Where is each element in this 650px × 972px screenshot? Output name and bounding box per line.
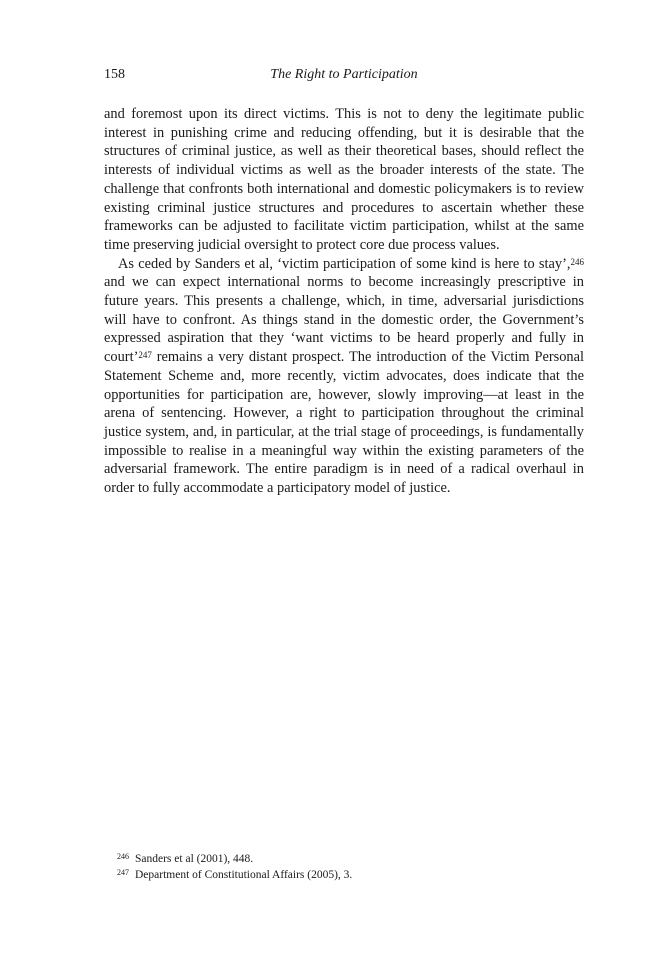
paragraph-1: and foremost upon its direct victims. This is not to deny the legitimate public interest in punishing crime and reducing offending, but it is desirable that the structures of criminal justice, as well as their theoretical bases, should reflect the interests of individual victims as well as the broader interests of the state. The challenge that confronts both international and domestic policymakers is to review existing criminal justice structures and procedures to ascertain whether these frameworks can be adjusted to facilitate victim participation, whilst at the same time preserving judicial oversight to protect core due process values. [104,106,584,253]
footnote-number: 247 [117,867,129,877]
footnote-number: 246 [117,852,129,862]
footnote-ref-247[interactable]: 247 [138,350,152,361]
paragraph-2 [104,255,584,498]
paragraph-2-part-1: As ceded by Sanders et al, ‘victim participation of some kind is here to stay’, [118,255,571,272]
footnote-text: Sanders et al (2001), 448. [135,853,254,865]
footnote-247 [117,868,577,884]
paragraph-2-part-3: remains a very distant prospect. The introduction of the Victim Personal Statement Scheme and, more recently, victim advocates, does indicate that the opportunities for participation are, however, slowly improving—at least in the arena of sentencing. However, a right to participation throughout the criminal justice system, and, in particular, at the trial stage of proceedings, is fundamentally impossible to realise in a meaningful way within the existing parameters of the adversarial framework. The entire paradigm is in need of a radical overhaul in order to fully accommodate a participatory model of justice. [104,349,584,497]
body-text [104,105,584,498]
page-number: 158 [104,67,125,82]
footnote-text: Department of Constitutional Affairs (2005), 3. [135,868,353,881]
paragraph-2-part-2: and we can expect international norms to become increasingly prescriptive in future years. This presents a challenge, which, in time, adversarial jurisdictions will have to confront. As things stand in the domestic order, the Government’s expressed aspiration that they ‘want victims to be heard properly and fully in court’ [104,274,584,366]
footnote-ref-246[interactable]: 246 [570,256,584,267]
footnotes [117,852,577,883]
footnote-246 [117,852,577,868]
running-title: The Right to Participation [270,67,418,82]
